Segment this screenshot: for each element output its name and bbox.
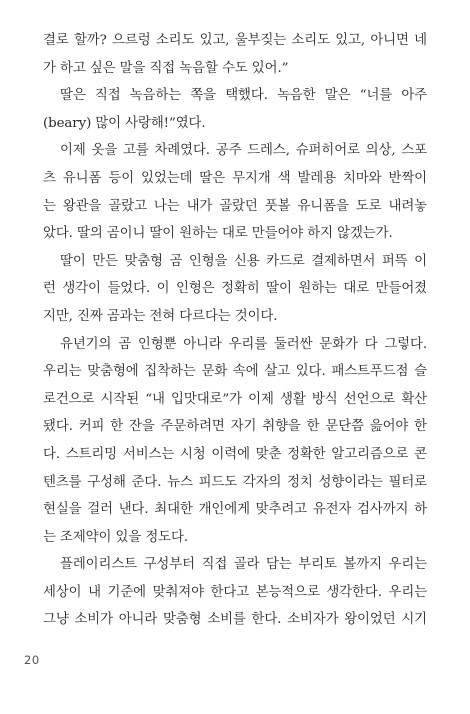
text-line: 유년기의 곰 인형뿐 아니라 우리를 둘러싼 문화가 다 그렇다. <box>60 336 427 352</box>
text-line: 았다. 딸의 곰이니 딸이 원하는 대로 만들어야 하지 않겠는가. <box>43 226 393 242</box>
text-line: 텐츠를 구성해 준다. 뉴스 피드도 각자의 정치 성향이라는 필터로 <box>43 474 427 490</box>
text-line: 딸이 만든 맞춤형 곰 인형을 신용 카드로 결제하면서 퍼뜩 이 <box>60 253 427 269</box>
text-line: (beary) 많이 사랑해!”였다. <box>43 115 206 131</box>
text-line: 그냥 소비가 아니라 맞춤형 소비를 한다. 소비자가 왕이었던 시기 <box>43 612 427 628</box>
text-line: 됐다. 커피 한 잔을 주문하려면 자기 취향을 한 문단쯤 읊어야 한 <box>43 419 427 435</box>
text-line: 세상이 내 기준에 맞춰져야 한다고 본능적으로 생각한다. 우리는 <box>43 584 427 600</box>
text-line: 플레이리스트 구성부터 직접 골라 담는 부리토 볼까지 우리는 <box>60 557 427 573</box>
body-text <box>43 27 427 634</box>
text-line: 츠 유니폼 등이 있었는데 딸은 무지개 색 발레용 치마와 반짝이 <box>43 170 427 186</box>
text-line: 딸은 직접 녹음하는 쪽을 택했다. 녹음한 말은 “너를 아주 <box>60 88 427 104</box>
text-line: 로건으로 시작된 “내 입맛대로”가 이제 생활 방식 선언으로 확산 <box>43 391 427 407</box>
text-line: 이제 옷을 고를 차례였다. 공주 드레스, 슈퍼히어로 의상, 스포 <box>60 143 427 159</box>
page-number: 20 <box>24 653 40 667</box>
text-line: 현실을 걸러 낸다. 최대한 개인에게 맞추려고 유전자 검사까지 하 <box>43 502 427 518</box>
text-line: 는 왕관을 골랐고 나는 내가 골랐던 풋볼 유니폼을 도로 내려놓 <box>43 198 427 214</box>
text-line: 가 하고 싶은 말을 직접 녹음할 수도 있어.” <box>43 60 289 76</box>
text-line: 런 생각이 들었다. 이 인형은 정확히 딸이 원하는 대로 만들어졌 <box>43 281 427 297</box>
text-line: 지만, 진짜 곰과는 전혀 다르다는 것이다. <box>43 308 278 324</box>
text-line: 는 조제약이 있을 정도다. <box>43 529 188 545</box>
text-line: 다. 스트리밍 서비스는 시청 이력에 맞춘 정확한 알고리즘으로 콘 <box>43 446 427 462</box>
text-line: 결로 할까? 으르렁 소리도 있고, 울부짖는 소리도 있고, 아니면 네 <box>43 33 427 48</box>
text-line: 우리는 맞춤형에 집착하는 문화 속에 살고 있다. 패스트푸드점 슬 <box>43 364 427 380</box>
